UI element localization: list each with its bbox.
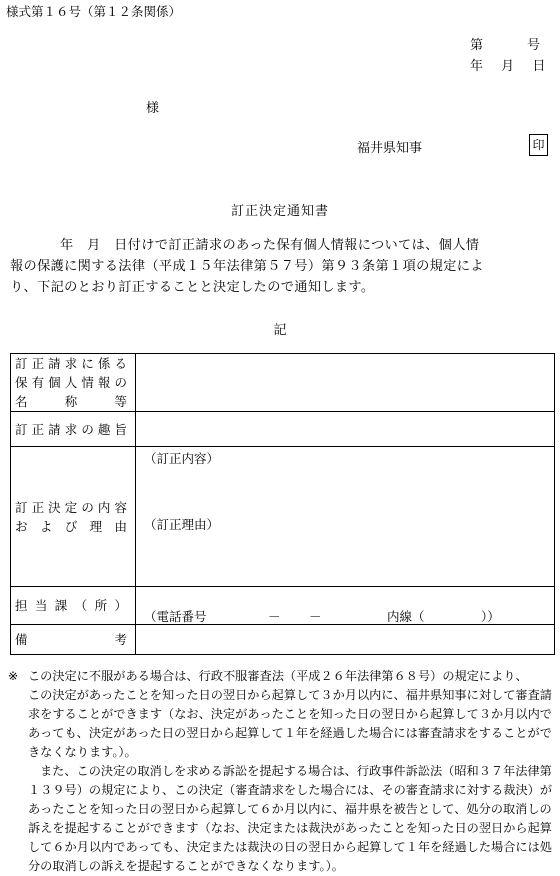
label-department [11, 587, 136, 625]
doc-no-prefix: 第 [470, 38, 486, 53]
note-mark: ※ [8, 669, 19, 683]
value-target-info[interactable] [136, 354, 555, 412]
label-line: 訂 正 請 求 の 趣 旨 [15, 421, 127, 437]
document-number-field [470, 34, 542, 53]
doc-no-suffix: 号 [527, 38, 543, 53]
table-row [11, 587, 555, 625]
date-field [470, 55, 545, 74]
note-1 [8, 667, 558, 686]
label-line: 名 称 等 [15, 394, 127, 409]
extension-label: 内線（ [387, 609, 425, 624]
body-line-3: り、下記のとおり訂正することと決定したので通知します。 [10, 280, 375, 295]
body-line-1: 年 月 日付けで訂正請求のあった保有個人情報については、個人情 [60, 238, 480, 253]
form-number: 様式第１６号（第１２条関係） [6, 4, 182, 19]
table-row [11, 412, 555, 447]
label-request-purpose [11, 412, 136, 447]
sender-name: 福井県知事 [357, 141, 423, 156]
label-decision-content [11, 447, 136, 587]
table-row [11, 447, 555, 587]
table-row [11, 625, 555, 655]
value-request-purpose[interactable] [136, 412, 555, 447]
label-line: 担 当 課 （ 所 ） [15, 598, 127, 613]
note-1-continuation: この決定があったことを知った日の翌日から起算して３か月以内に、福井県知事に対して審査請求をすることができます（なお、決定があったことを知った日の翌日から起算して３か月以内であっても、決定があった日の翌日から起算して１年を経過した場合には審査請求をすることができなくなります。）。 [28, 688, 552, 759]
table-row [11, 354, 555, 412]
date-day: 日 [532, 59, 546, 74]
label-line: お よ び 理 由 [15, 518, 127, 534]
value-remarks[interactable] [136, 625, 555, 655]
body-paragraph [10, 235, 555, 298]
document-title: 訂正決定通知書 [230, 204, 329, 219]
phone-label: （電話番号 [144, 609, 207, 624]
notes-section [8, 667, 558, 876]
label-line: 訂 正 決 定 の 内 容 [15, 499, 127, 515]
label-line: 訂 正 請 求 に 係 る [15, 356, 127, 371]
value-department[interactable] [136, 587, 555, 625]
recipient-honorific: 様 [146, 101, 160, 116]
label-remarks [11, 625, 136, 655]
phone-dash-2: － [309, 609, 322, 624]
correction-reason-label: （訂正理由） [144, 517, 220, 532]
note-2: また、この決定の取消しを求める訴訟を提起する場合は、行政事件訴訟法（昭和３７年法律第１３９号）の規定により、この決定（審査請求をした場合には、その審査請求に対する裁決）があったことを知った日の翌日から起算して６か月以内に、福井県を被告として、処分の取消しの訴えを提起することができます（なお、決定または裁決があったことを知った日の翌日から起算して６か月以内であっても、決定または裁決の日の翌日から起算して１年を経過した場合には処分の取消しの訴えを提起することができなくなります。）。 [28, 764, 553, 873]
note-1-line-1: この決定に不服がある場合は、行政不服審査法（平成２６年法律第６８号）の規定により、 [28, 669, 528, 683]
date-month: 月 [501, 59, 515, 74]
label-line: 保 有 個 人 情 報 の [15, 375, 127, 390]
extension-close: ）） [481, 609, 500, 624]
correction-form-table [10, 353, 555, 655]
body-line-2: 報の保護に関する法律（平成１５年法律第５７号）第９３条第１項の規定によ [10, 259, 484, 274]
label-line: 備 考 [15, 632, 127, 647]
ki-heading: 記 [273, 323, 287, 338]
value-decision-content[interactable] [136, 447, 555, 587]
correction-content-label: （訂正内容） [144, 451, 220, 466]
seal-box: 印 [529, 134, 548, 156]
label-target-info [11, 354, 136, 412]
date-year: 年 [470, 59, 484, 74]
phone-dash-1: － [268, 609, 281, 624]
